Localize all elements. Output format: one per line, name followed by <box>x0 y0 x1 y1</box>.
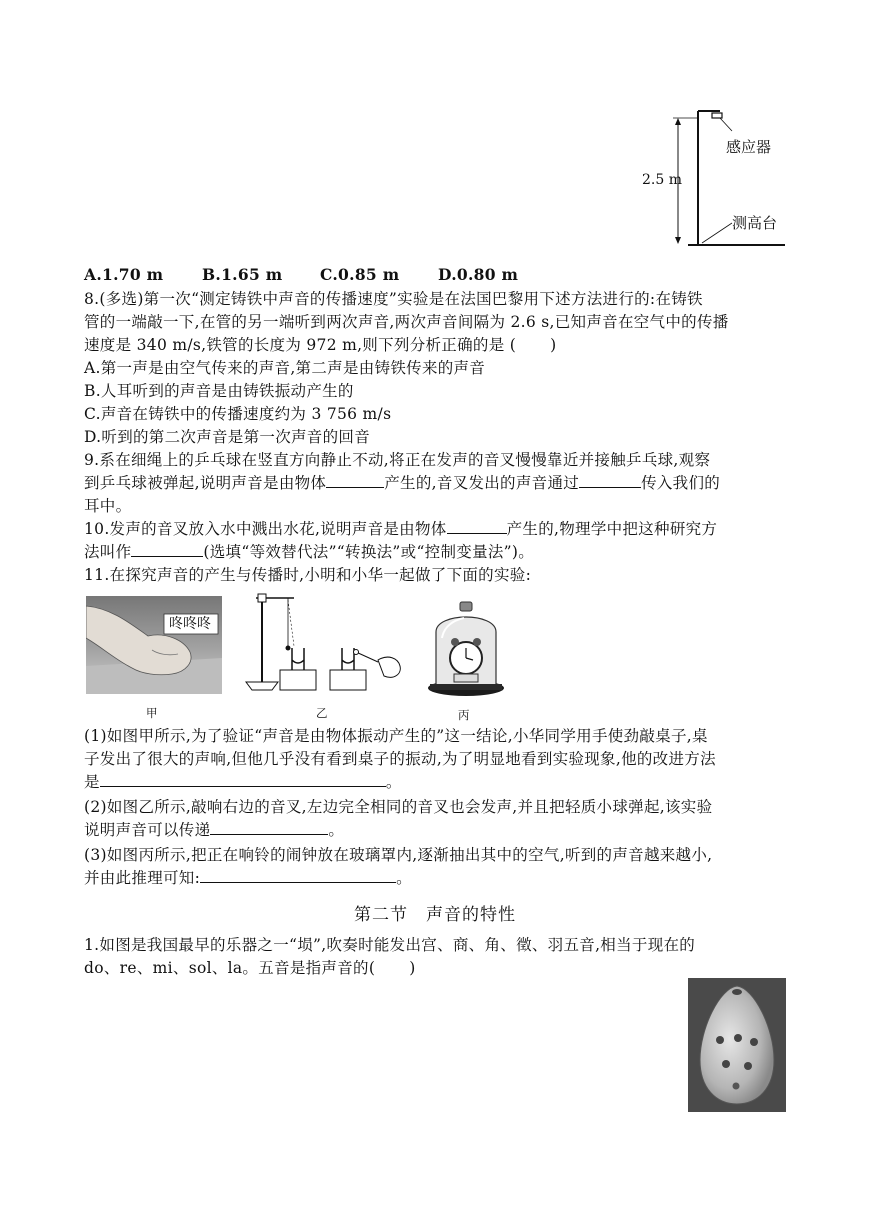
xun-mouth-hole <box>732 989 742 995</box>
s2-q1-text: do、re、mi、sol、la。五音是指声音的( <box>84 959 376 977</box>
s2-q1-line-1: 1.如图是我国最早的乐器之一“埙”,吹奏时能发出宫、商、角、徵、羽五音,相当于现在的 <box>84 936 696 954</box>
q11-p2-text-b: 。 <box>328 821 345 839</box>
q10-line-1 <box>84 518 794 540</box>
q9-line-2 <box>84 472 794 494</box>
clock-stand <box>454 674 478 682</box>
figure-bing-bell-jar <box>424 598 508 700</box>
light-ball <box>286 646 291 651</box>
xun-finger-hole <box>716 1036 724 1044</box>
xun-instrument-photo <box>688 978 786 1112</box>
left-resonance-box <box>280 670 316 690</box>
q11-intro: 11.在探究声音的产生与传播时,小明和小华一起做了下面的实验: <box>84 566 532 584</box>
q9-blank-2[interactable] <box>579 472 641 488</box>
knocking-bubble-text: 咚咚咚 <box>169 616 211 632</box>
q10-text-b: 产生的,物理学中把这种研究方 <box>506 520 718 538</box>
q11-p3-text-a: 并由此推理可知: <box>84 869 201 887</box>
dimension-arrow-top <box>675 118 681 125</box>
q8-option-b: B.人耳听到的声音是由铸铁振动产生的 <box>84 382 354 400</box>
dimension-arrow-bottom <box>675 237 681 244</box>
clock-bell-left <box>451 638 459 646</box>
mallet-head <box>354 650 359 655</box>
xun-finger-hole <box>750 1038 758 1046</box>
q9-text-c: 传入我们的 <box>641 474 721 492</box>
q7-option-d: D.0.80 m <box>438 265 519 284</box>
q11-p1-text-a: 是 <box>84 773 100 791</box>
q8-stem-line-2: 管的一端敲一下,在管的另一端听到两次声音,两次声音间隔为 2.6 s,已知声音在空气中的传播 <box>84 313 729 331</box>
q10-text-d: (选填“等效替代法”“转换法”或“控制变量法”)。 <box>203 543 535 561</box>
q10-line-2 <box>84 541 794 563</box>
q8-option-d: D.听到的第二次声音是第一次声音的回音 <box>84 428 371 446</box>
height-label: 2.5 m <box>642 172 682 188</box>
xun-finger-hole <box>744 1062 752 1070</box>
q11-p3-text-b: 。 <box>396 869 412 887</box>
xun-finger-hole <box>734 1034 742 1042</box>
q11-p3-blank[interactable] <box>200 867 396 883</box>
xun-finger-hole <box>722 1060 730 1068</box>
right-resonance-box <box>330 670 366 690</box>
q11-p3-line-2 <box>84 867 794 889</box>
right-tuning-fork <box>342 648 354 670</box>
q11-p3-line-1: (3)如图丙所示,把正在响铃的闹钟放在玻璃罩内,逐渐抽出其中的空气,听到的声音越来越小, <box>84 846 713 864</box>
q9-line-1: 9.系在细绳上的乒乓球在竖直方向静止不动,将正在发声的音叉慢慢靠近并接触乒乓球,观察 <box>84 451 711 469</box>
sensor-leader-line <box>720 118 732 131</box>
stand-clamp <box>258 594 266 602</box>
q11-p1-blank[interactable] <box>100 771 386 787</box>
caption-bing: 丙 <box>458 708 470 722</box>
q8-option-c: C.声音在铸铁中的传播速度约为 3 756 m/s <box>84 405 392 423</box>
thread-swing <box>288 600 294 646</box>
hand-holding-mallet <box>378 657 400 677</box>
q11-p2-line-1: (2)如图乙所示,敲响右边的音叉,左边完全相同的音叉也会发声,并且把轻质小球弹起,该实验 <box>84 798 713 816</box>
figure-jia-knocking-table <box>86 596 222 694</box>
q11-p2-text-a: 说明声音可以传递 <box>84 821 211 839</box>
mallet-handle <box>356 652 378 662</box>
q11-p2-blank[interactable] <box>210 819 328 835</box>
sensor-label: 感应器 <box>726 138 772 156</box>
plate-base <box>430 684 502 690</box>
clock-bell-right <box>473 638 481 646</box>
q10-text-a: 10.发声的音叉放入水中溅出水花,说明声音是由物体 <box>84 520 447 538</box>
q8-stem-text: 速度是 340 m/s,铁管的长度为 972 m,则下列分析正确的是 ( <box>84 336 517 354</box>
q7-option-b: B.1.65 m <box>202 265 283 284</box>
q10-text-c: 法叫作 <box>84 543 132 561</box>
q11-p1-line-2: 子发出了很大的声响,但他几乎没有看到桌子的振动,为了明显地看到实验现象,他的改进方法 <box>84 750 716 768</box>
q8-stem-line-1: 8.(多选)第一次“测定铸铁中声音的传播速度”实验是在法国巴黎用下述方法进行的:在铸铁 <box>84 290 703 308</box>
q9-blank-1[interactable] <box>326 472 384 488</box>
caption-yi: 乙 <box>316 706 328 720</box>
q9-text-b: 产生的,音叉发出的声音通过 <box>384 474 580 492</box>
q9-line-3: 耳中。 <box>84 497 132 515</box>
q9-text-a: 到乒乓球被弹起,说明声音是由物体 <box>84 474 327 492</box>
q11-p1-text-b: 。 <box>385 773 402 791</box>
q11-p1-line-3 <box>84 771 794 793</box>
xun-finger-hole <box>733 1083 740 1090</box>
q7-options <box>84 264 794 286</box>
stand-base <box>246 682 278 690</box>
q10-blank-1[interactable] <box>447 518 507 534</box>
sensor-box <box>712 113 722 118</box>
q8-stem-line-3 <box>84 334 794 356</box>
platform-label: 测高台 <box>732 214 778 232</box>
q7-option-a: A.1.70 m <box>84 265 164 284</box>
figure-yi-tuning-forks <box>238 590 408 696</box>
q8-option-a: A.第一声是由空气传来的声音,第二声是由铸铁传来的声音 <box>84 359 486 377</box>
caption-jia: 甲 <box>146 706 158 720</box>
q11-p1-line-1: (1)如图甲所示,为了验证“声音是由物体振动产生的”这一结论,小华同学用手使劲敲桌子,桌 <box>84 727 708 745</box>
q11-p2-line-2 <box>84 819 794 841</box>
section-title: 第二节 声音的特性 <box>354 905 516 925</box>
platform-leader-line <box>702 223 732 243</box>
q7-option-c: C.0.85 m <box>320 265 400 284</box>
s2-q1-line-2 <box>84 957 794 979</box>
jar-knob <box>460 602 472 611</box>
left-tuning-fork <box>292 648 304 670</box>
q8-paren-close: ) <box>550 336 557 354</box>
s2-q1-paren-close: ) <box>409 959 416 977</box>
q10-blank-2[interactable] <box>131 541 203 557</box>
